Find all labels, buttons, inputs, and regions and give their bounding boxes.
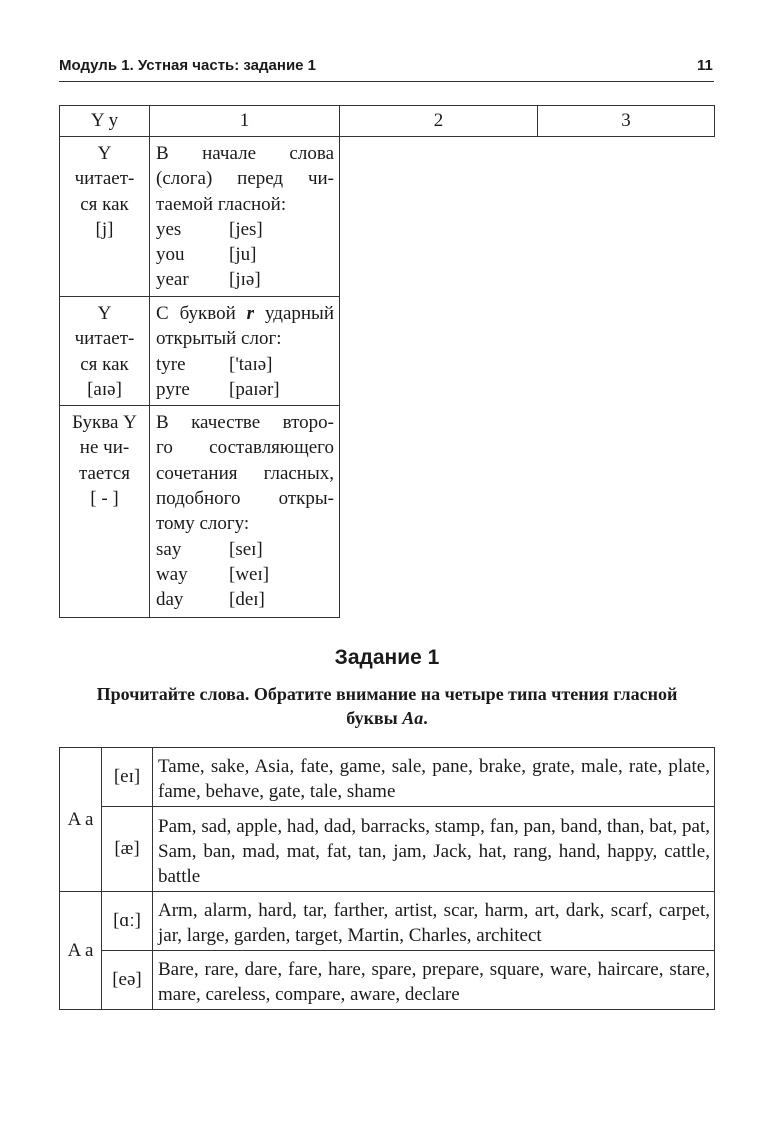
words-cell: Tame, sake, Asia, fate, game, sale, pane, brake, grate, male, rate, plate, fame, behave, gate, tale, shame (153, 748, 715, 807)
rule-description: С буквой r ударный открытый слог: tyre ['taɪə] pyre [paɪər] (150, 297, 340, 406)
table-row (60, 748, 715, 807)
example: day [deɪ] (156, 589, 265, 611)
example: say [seɪ] (156, 538, 263, 560)
y-table-header (59, 105, 715, 137)
letter-cell: A a (60, 748, 102, 892)
page-number: 11 (697, 57, 713, 74)
words-cell: Arm, alarm, hard, tar, farther, artist, scar, harm, art, dark, scarf, carpet, jar, large, garden, target, Martin, Charles, architect (153, 892, 715, 951)
letter-cell: A a (60, 892, 102, 1010)
y-table-body (59, 136, 340, 618)
sound-cell: [eə] (102, 951, 153, 1010)
rule-label: Y читает- ся как [j] (60, 137, 150, 297)
sound-cell: [eɪ] (102, 748, 153, 807)
table-row (60, 297, 340, 406)
rule-description: В качестве второ- го составляющего сочетания гласных, подобного откры- тому слогу: say [seɪ] way [weɪ] day [deɪ] (150, 406, 340, 618)
table-row (60, 406, 340, 618)
table-row (60, 137, 340, 297)
table-row (60, 951, 715, 1010)
table-row (60, 892, 715, 951)
sound-cell: [ɑː] (102, 892, 153, 951)
header-rule (59, 81, 714, 82)
example: way [weɪ] (156, 563, 270, 585)
running-title: Модуль 1. Устная часть: задание 1 (59, 57, 317, 74)
a-table (59, 747, 715, 1010)
task-title: Задание 1 (334, 646, 440, 669)
column-header: Y y (60, 106, 150, 137)
column-header: 1 (150, 106, 340, 137)
table-row (60, 807, 715, 892)
sound-cell: [æ] (102, 807, 153, 892)
example: pyre [paɪər] (156, 378, 280, 400)
task-instruction: Прочитайте слова. Обратите внимание на четыре типа чтения гласной буквы Aa. (96, 684, 678, 728)
rule-label: Y читает- ся как [aɪə] (60, 297, 150, 406)
words-cell: Pam, sad, apple, had, dad, barracks, stamp, fan, pan, band, than, bat, pat, Sam, ban, mad, mat, fat, tan, jam, Jack, hat, rang, hand, happy, cattle, battle (153, 807, 715, 892)
words-cell: Bare, rare, dare, fare, hare, spare, prepare, square, ware, haircare, stare, mare, careless, compare, aware, declare (153, 951, 715, 1010)
example: yes [jes] (156, 218, 263, 240)
example: tyre ['taɪə] (156, 353, 273, 375)
column-header: 3 (538, 106, 715, 137)
rule-label: Буква Y не чи- тается [ - ] (60, 406, 150, 618)
rule-description: В начале слова (слога) перед чи- таемой гласной: yes [jes] you [ju] year [jɪə] (150, 137, 340, 297)
column-header: 2 (340, 106, 538, 137)
example: you [ju] (156, 244, 257, 266)
example: year [jɪə] (156, 269, 261, 291)
